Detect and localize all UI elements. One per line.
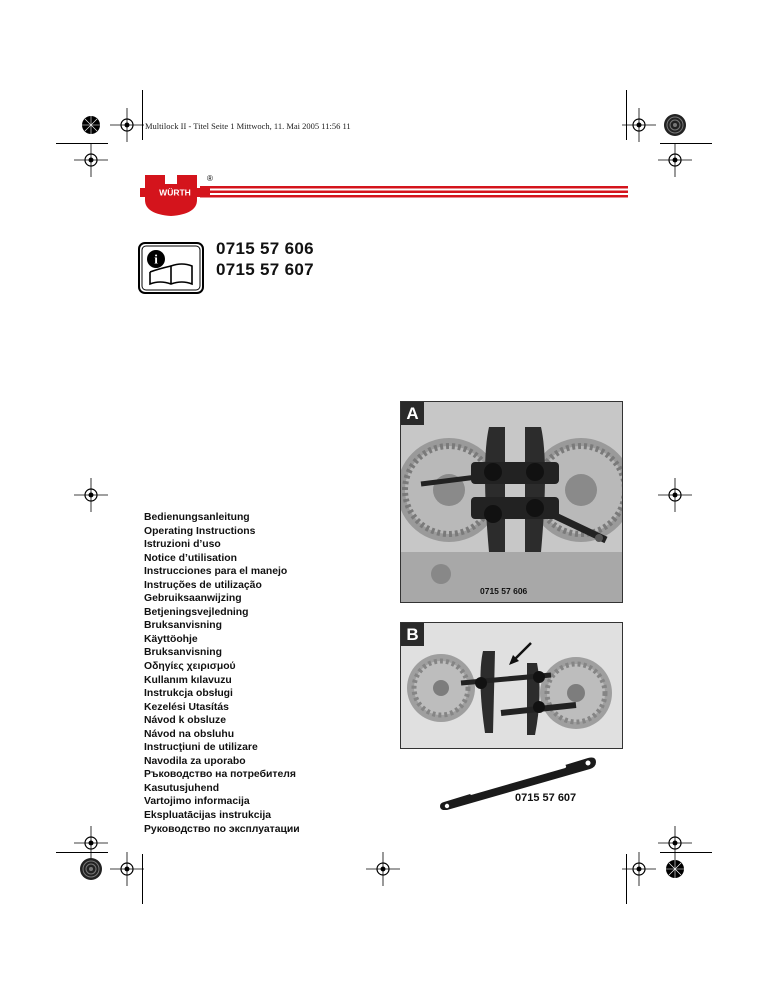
crosshair-mark-icon	[110, 108, 144, 142]
camshaft-tool-illustration	[401, 402, 622, 602]
language-title: Gebruiksaanwijzing	[144, 593, 242, 605]
registration-target-icon	[658, 108, 692, 142]
trim-line	[56, 852, 108, 853]
figure-label: B	[401, 623, 424, 646]
language-title: Bruksanvisning	[144, 620, 222, 632]
language-title: Instruções de utilização	[144, 579, 262, 591]
language-title: Návod na obsluhu	[144, 728, 235, 740]
trim-line	[56, 143, 108, 144]
trim-line	[142, 90, 143, 140]
crosshair-mark-icon	[74, 143, 108, 177]
language-title: Instrucţiuni de utilizare	[144, 742, 258, 754]
language-title: Betjeningsvejledning	[144, 606, 249, 618]
language-title: Instrucciones para el manejo	[144, 566, 288, 578]
language-title: Bedienungsanleitung	[144, 512, 250, 523]
language-title: Návod k obsluze	[144, 715, 226, 727]
trim-line	[142, 854, 143, 904]
language-title: Notice d’utilisation	[144, 552, 237, 564]
crosshair-mark-icon	[74, 478, 108, 512]
print-header: Multilock II - Titel Seite 1 Mittwoch, 11. Mai 2005 11:56 11	[145, 121, 351, 131]
brand-name: WÜRTH	[159, 187, 191, 198]
language-title: Οδηγίες χειρισμού	[144, 661, 236, 673]
language-title: Navodila za uporabo	[144, 755, 246, 767]
camshaft-tool-illustration	[401, 623, 622, 748]
language-title: Bruksanvisning	[144, 647, 222, 659]
trim-line	[626, 854, 627, 904]
language-title: Vartojimo informacija	[144, 796, 250, 808]
figure-a-photo	[400, 401, 623, 603]
registration-target-icon	[658, 852, 692, 886]
registered-mark: ®	[207, 174, 213, 183]
figure-b-caption: 0715 57 607	[515, 792, 577, 804]
trim-line	[626, 90, 627, 140]
crosshair-mark-icon	[622, 108, 656, 142]
language-title: Kasutusjuhend	[144, 782, 220, 794]
language-title: Istruzioni d’uso	[144, 539, 221, 551]
product-code: 0715 57 606	[216, 239, 314, 258]
product-code: 0715 57 607	[216, 260, 314, 279]
wurth-logo	[140, 170, 628, 218]
svg-text:i: i	[154, 251, 158, 267]
figure-a-caption: 0715 57 606	[480, 586, 528, 596]
registration-target-icon	[74, 108, 108, 142]
language-list	[144, 511, 300, 836]
crosshair-mark-icon	[622, 852, 656, 886]
trim-line	[660, 143, 712, 144]
crosshair-mark-icon	[110, 852, 144, 886]
figure-b-photo	[400, 622, 623, 749]
figure-label: A	[401, 402, 424, 425]
language-title: Руководство по эксплуатации	[144, 823, 300, 835]
language-title: Instrukcja obsługi	[144, 688, 233, 700]
language-title: Operating Instructions	[144, 525, 256, 537]
crosshair-mark-icon	[366, 852, 400, 886]
registration-target-icon	[74, 852, 108, 886]
info-book-icon	[138, 242, 204, 294]
crosshair-mark-icon	[658, 143, 692, 177]
trim-line	[660, 852, 712, 853]
language-title: Ръководство на потребителя	[144, 769, 296, 781]
language-title: Kezelési Utasítás	[144, 701, 229, 713]
crosshair-mark-icon	[658, 478, 692, 512]
language-title: Käyttöohje	[144, 633, 198, 645]
language-title: Kullanım kılavuzu	[144, 674, 232, 686]
product-codes	[216, 238, 314, 280]
language-title: Ekspluatācijas instrukcija	[144, 810, 272, 822]
